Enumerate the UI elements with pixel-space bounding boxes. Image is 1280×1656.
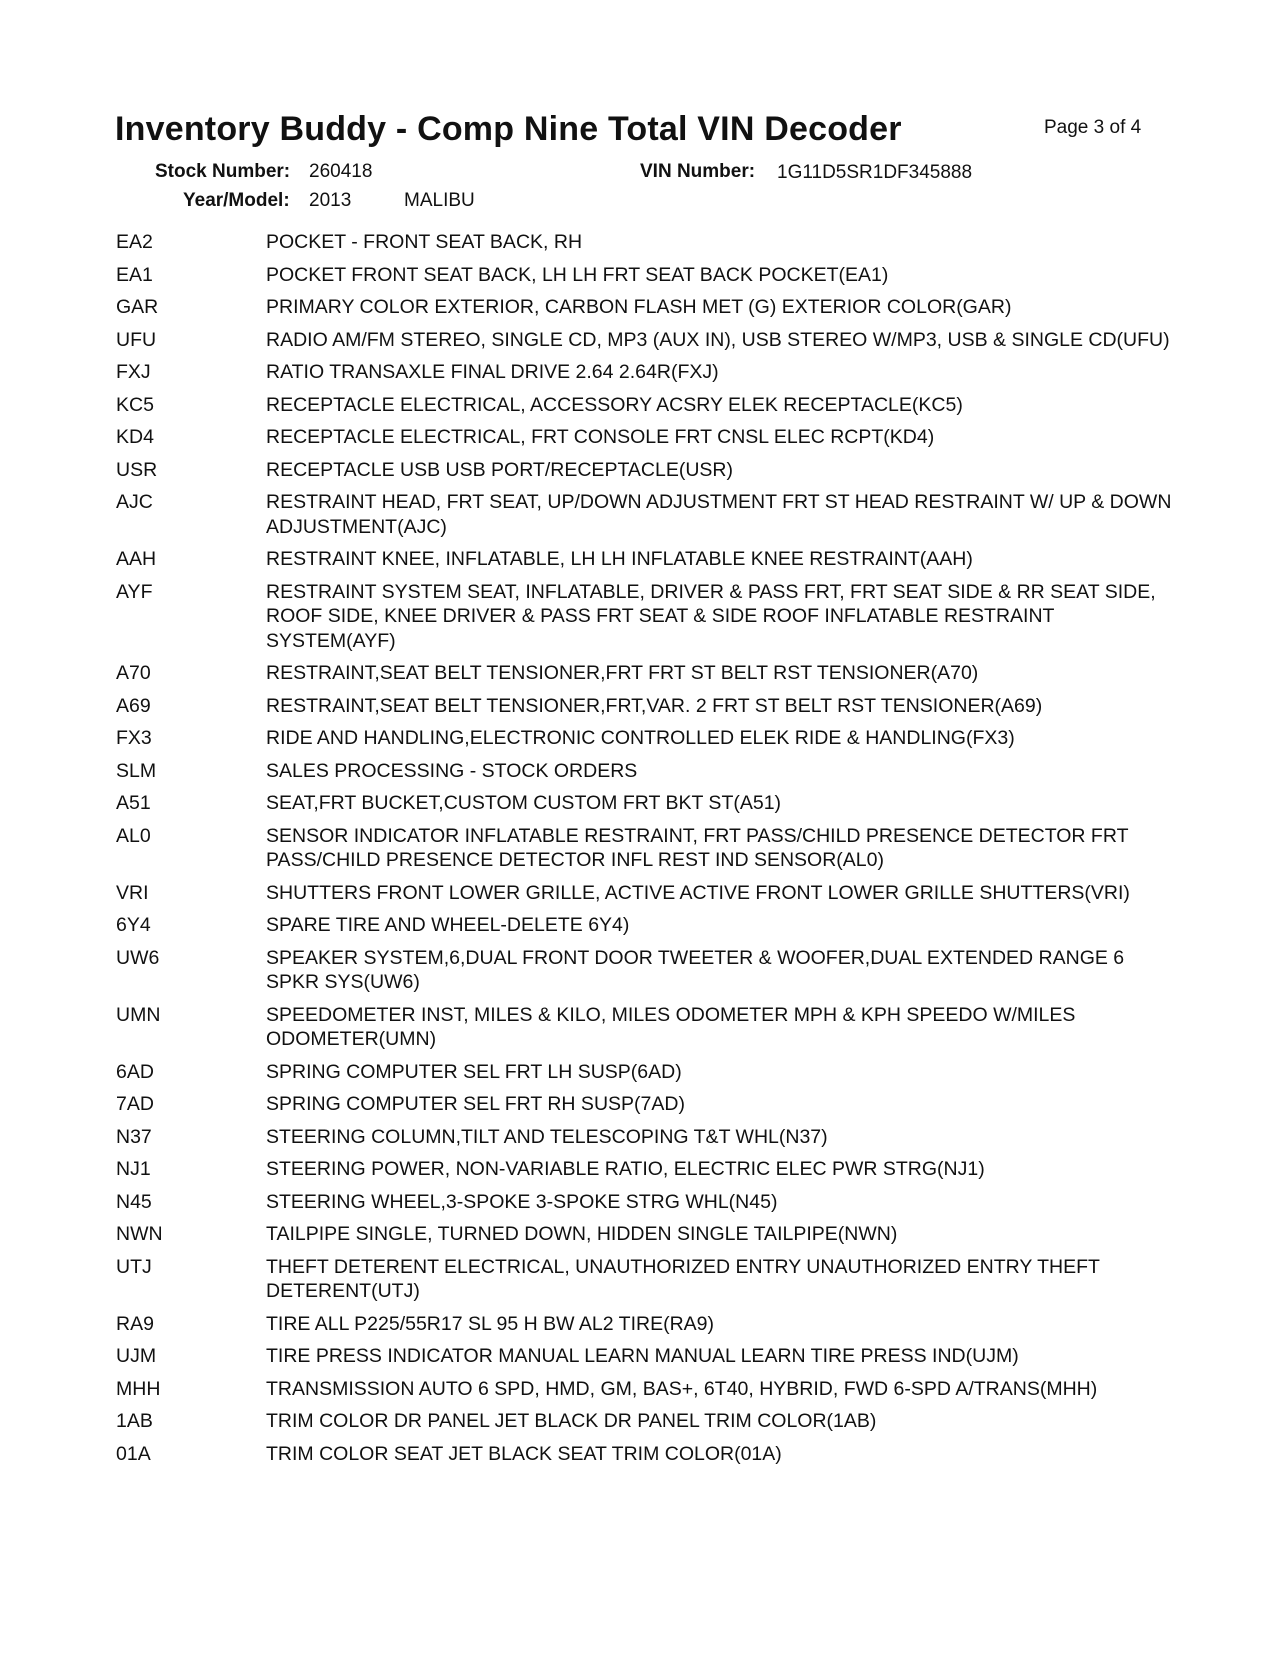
option-row	[116, 328, 1176, 353]
page-title: Inventory Buddy - Comp Nine Total VIN Decoder	[115, 110, 902, 148]
option-description: TIRE ALL P225/55R17 SL 95 H BW AL2 TIRE(RA9)	[266, 1312, 714, 1335]
option-description: STEERING POWER, NON-VARIABLE RATIO, ELECTRIC ELEC PWR STRG(NJ1)	[266, 1158, 985, 1180]
option-code: 1AB	[116, 1410, 153, 1432]
option-description: STEERING WHEEL,3-SPOKE 3-SPOKE STRG WHL(N45)	[266, 1190, 778, 1213]
option-row	[116, 1344, 1176, 1369]
option-code: N37	[116, 1125, 152, 1148]
option-row	[116, 1060, 1176, 1085]
option-row	[116, 946, 1176, 995]
option-description: TRIM COLOR DR PANEL JET BLACK DR PANEL TRIM COLOR(1AB)	[266, 1410, 877, 1432]
option-code: 7AD	[116, 1093, 154, 1115]
option-row	[116, 1222, 1176, 1247]
option-code: UTJ	[116, 1255, 152, 1278]
option-description: SEAT,FRT BUCKET,CUSTOM CUSTOM FRT BKT ST(A51)	[266, 792, 782, 814]
option-description: TAILPIPE SINGLE, TURNED DOWN, HIDDEN SINGLE TAILPIPE(NWN)	[266, 1223, 898, 1245]
option-row	[116, 547, 1176, 572]
option-code: RA9	[116, 1312, 154, 1335]
option-row	[116, 1377, 1176, 1402]
option-row	[116, 661, 1176, 686]
option-code: SLM	[116, 759, 157, 782]
option-row	[116, 458, 1176, 483]
option-description: SPRING COMPUTER SEL FRT LH SUSP(6AD)	[266, 1060, 682, 1083]
option-code: NWN	[116, 1223, 163, 1245]
option-description: TRIM COLOR SEAT JET BLACK SEAT TRIM COLOR(01A)	[266, 1442, 782, 1465]
option-description: RADIO AM/FM STEREO, SINGLE CD, MP3 (AUX IN), USB STEREO W/MP3, USB & SINGLE CD(UFU)	[266, 328, 1170, 351]
option-description: SPEEDOMETER INST, MILES & KILO, MILES ODOMETER MPH & KPH SPEEDO W/MILES ODOMETER(UMN)	[266, 1003, 1076, 1050]
option-description: PRIMARY COLOR EXTERIOR, CARBON FLASH MET (G) EXTERIOR COLOR(GAR)	[266, 296, 1012, 318]
option-description: SPRING COMPUTER SEL FRT RH SUSP(7AD)	[266, 1093, 685, 1115]
option-code: FXJ	[116, 361, 151, 383]
option-description: RESTRAINT,SEAT BELT TENSIONER,FRT FRT ST BELT RST TENSIONER(A70)	[266, 662, 979, 684]
option-description: TRANSMISSION AUTO 6 SPD, HMD, GM, BAS+, 6T40, HYBRID, FWD 6-SPD A/TRANS(MHH)	[266, 1377, 1098, 1400]
option-row	[116, 1190, 1176, 1215]
model-value: MALIBU	[404, 190, 475, 211]
option-description: RESTRAINT SYSTEM SEAT, INFLATABLE, DRIVER & PASS FRT, FRT SEAT SIDE & RR SEAT SIDE, ROOF SIDE, KNEE DRIVER & PASS FRT SEAT & SIDE ROOF INFLATABLE RESTRAINT SYSTEM(AYF)	[266, 580, 1156, 652]
option-description: RESTRAINT,SEAT BELT TENSIONER,FRT,VAR. 2 FRT ST BELT RST TENSIONER(A69)	[266, 694, 1043, 717]
option-row	[116, 913, 1176, 938]
option-description: POCKET - FRONT SEAT BACK, RH	[266, 231, 583, 253]
option-row	[116, 393, 1176, 418]
option-description: RIDE AND HANDLING,ELECTRONIC CONTROLLED ELEK RIDE & HANDLING(FX3)	[266, 727, 1015, 749]
option-description: SENSOR INDICATOR INFLATABLE RESTRAINT, FRT PASS/CHILD PRESENCE DETECTOR FRT PASS/CHILD PRESENCE DETECTOR INFL REST IND SENSOR(AL0)	[266, 824, 1129, 871]
option-description: RESTRAINT KNEE, INFLATABLE, LH LH INFLATABLE KNEE RESTRAINT(AAH)	[266, 548, 973, 570]
option-code: AL0	[116, 824, 151, 847]
option-code: A51	[116, 792, 151, 814]
option-row	[116, 230, 1176, 255]
option-code: GAR	[116, 296, 159, 318]
option-code: UJM	[116, 1345, 157, 1367]
option-row	[116, 1003, 1176, 1052]
option-row	[116, 360, 1176, 385]
option-description: TIRE PRESS INDICATOR MANUAL LEARN MANUAL LEARN TIRE PRESS IND(UJM)	[266, 1345, 1019, 1367]
option-code: A69	[116, 694, 151, 717]
option-code: UFU	[116, 328, 157, 351]
option-row	[116, 726, 1176, 751]
option-row	[116, 694, 1176, 719]
option-code: FX3	[116, 727, 152, 749]
option-code: KD4	[116, 426, 154, 448]
option-row	[116, 791, 1176, 816]
option-code: EA2	[116, 231, 153, 253]
option-code: 6Y4	[116, 914, 151, 936]
year-model-label: Year/Model:	[183, 190, 290, 211]
option-row	[116, 425, 1176, 450]
option-row	[116, 1409, 1176, 1434]
option-code: UW6	[116, 946, 160, 969]
option-row	[116, 1255, 1176, 1304]
option-description: RECEPTACLE ELECTRICAL, FRT CONSOLE FRT CNSL ELEC RCPT(KD4)	[266, 426, 935, 448]
option-description: THEFT DETERENT ELECTRICAL, UNAUTHORIZED ENTRY UNAUTHORIZED ENTRY THEFT DETERENT(UTJ)	[266, 1255, 1100, 1302]
stock-number-label: Stock Number:	[155, 161, 291, 182]
option-code: AYF	[116, 580, 153, 603]
option-row	[116, 490, 1176, 539]
option-code: USR	[116, 458, 158, 481]
option-row	[116, 824, 1176, 873]
option-code: AAH	[116, 548, 157, 570]
stock-number-value: 260418	[309, 161, 373, 182]
option-code: MHH	[116, 1377, 161, 1400]
vin-number-label: VIN Number:	[640, 161, 756, 182]
option-description: RECEPTACLE USB USB PORT/RECEPTACLE(USR)	[266, 458, 734, 481]
option-code: KC5	[116, 393, 154, 416]
option-description: RATIO TRANSAXLE FINAL DRIVE 2.64 2.64R(FXJ)	[266, 361, 719, 383]
option-code: A70	[116, 662, 151, 684]
option-row	[116, 1312, 1176, 1337]
option-row	[116, 263, 1176, 288]
option-code: EA1	[116, 263, 153, 286]
year-value: 2013	[309, 190, 352, 211]
option-code: 01A	[116, 1442, 151, 1465]
option-row	[116, 1157, 1176, 1182]
option-code: VRI	[116, 881, 149, 904]
option-row	[116, 1092, 1176, 1117]
vin-number-value: 1G11D5SR1DF345888	[777, 162, 973, 183]
option-row	[116, 1442, 1176, 1467]
option-row	[116, 881, 1176, 906]
option-row	[116, 295, 1176, 320]
option-description: SALES PROCESSING - STOCK ORDERS	[266, 759, 638, 782]
option-description: RESTRAINT HEAD, FRT SEAT, UP/DOWN ADJUSTMENT FRT ST HEAD RESTRAINT W/ UP & DOWN ADJUSTMENT(AJC)	[266, 491, 1172, 538]
option-description: RECEPTACLE ELECTRICAL, ACCESSORY ACSRY ELEK RECEPTACLE(KC5)	[266, 393, 963, 416]
option-description: SPARE TIRE AND WHEEL-DELETE 6Y4)	[266, 914, 630, 936]
page-number: Page 3 of 4	[1044, 117, 1142, 138]
option-code: NJ1	[116, 1158, 151, 1180]
option-row	[116, 580, 1176, 654]
option-description: POCKET FRONT SEAT BACK, LH LH FRT SEAT BACK POCKET(EA1)	[266, 263, 889, 286]
option-code: AJC	[116, 491, 153, 513]
option-code-list	[116, 230, 1176, 1474]
option-row	[116, 759, 1176, 784]
option-description: SHUTTERS FRONT LOWER GRILLE, ACTIVE ACTIVE FRONT LOWER GRILLE SHUTTERS(VRI)	[266, 881, 1130, 904]
option-code: UMN	[116, 1003, 161, 1026]
option-description: STEERING COLUMN,TILT AND TELESCOPING T&T WHL(N37)	[266, 1125, 828, 1148]
option-code: N45	[116, 1190, 152, 1213]
option-description: SPEAKER SYSTEM,6,DUAL FRONT DOOR TWEETER & WOOFER,DUAL EXTENDED RANGE 6 SPKR SYS(UW6)	[266, 946, 1125, 993]
option-row	[116, 1125, 1176, 1150]
option-code: 6AD	[116, 1060, 154, 1083]
